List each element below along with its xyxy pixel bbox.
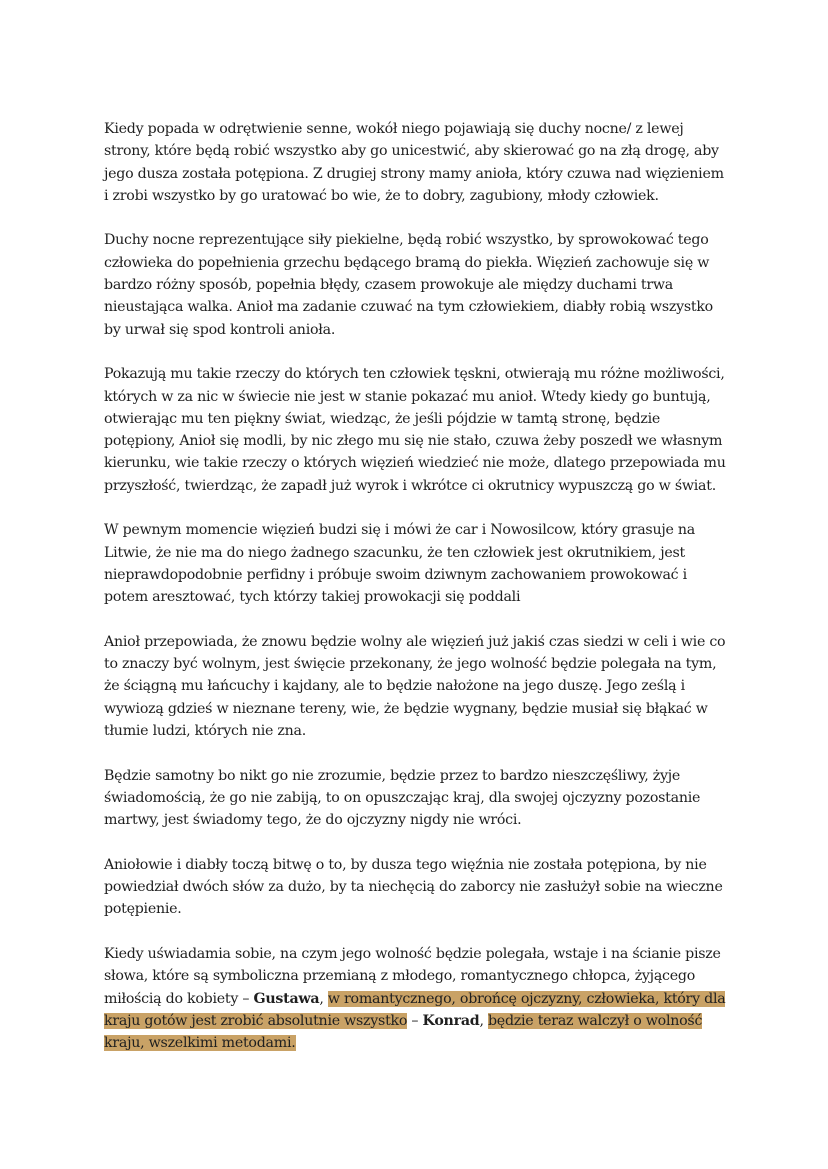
dash-separator: – <box>407 1012 423 1029</box>
paragraph-5: Anioł przepowiada, że znowu będzie wolny ale więzień już jakiś czas siedzi w celi i wie co to znaczy być wolnym, jest święcie przekonany, że jego wolność będzie polegała na tym, że ściągną mu łańcuchy i kajdany, ale to będzie nałożone na jego duszę. Jego ześlą i wywiozą gdzieś w nieznane tereny, wie, że będzie wygnany, będzie musiał się błąkać w tłumie ludzi, których nie zna. <box>104 633 726 740</box>
highlighted-text-1: w romantycznego, obrońcę ojczyzny, człowieka, który dla kraju gotów jest zrobić absolutnie wszystko <box>104 990 726 1029</box>
paragraph-4: W pewnym momencie więzień budzi się i mówi że car i Nowosilcow, który grasuje na Litwie, że nie ma do niego żadnego szacunku, że ten człowiek jest okrutnikiem, jest nieprawdopodobnie perfidny i próbuje swoim dziwnym zachowaniem prowokować i potem aresztować, tych którzy takiej prowokacji się poddali <box>104 522 695 606</box>
paragraph-3: Pokazują mu takie rzeczy do których ten człowiek tęskni, otwierają mu różne możliwości, których w za nic w świecie nie jest w stanie pokazać mu anioł. Wtedy kiedy go buntują, otwierając mu ten piękny świat, wiedząc, że jeśli pójdzie w tamtą stronę, będzie potępiony, Anioł się modli, by nic złego mu się nie stało, czuwa żeby poszedł we własnym kierunku, wie takie rzeczy o których więzień wiedzieć nie może, dlatego przepowiada mu przyszłość, twierdząc, że zapadł już wyrok i wkrótce ci okrutnicy wypuszczą go w świat. <box>104 366 726 494</box>
paragraph-8 <box>104 943 728 1054</box>
paragraph-6: Będzie samotny bo nikt go nie zrozumie, będzie przez to bardzo nieszczęśliwy, żyje świadomością, że go nie zabiją, to on opuszczając kraj, dla swojej ojczyzny pozostanie martwy, jest świadomy tego, że do ojczyzny nigdy nie wróci. <box>104 767 701 829</box>
separator-2: , <box>479 1012 488 1029</box>
paragraph-8-intro: Kiedy uświadamia sobie, na czym jego wolność będzie polegała, wstaje i na ścianie pisze słowa, które są symboliczna przemianą z młodego, romantycznego chłopca, żyjącego miłością do kobiety – <box>104 945 721 1007</box>
paragraph-7: Aniołowie i diabły toczą bitwę o to, by dusza tego więźnia nie została potępiona, by nie powiedział dwóch słów za dużo, by ta niechęcią do zaborcy nie zasłużył sobie na wieczne potępienie. <box>104 856 723 918</box>
paragraph-2: Duchy nocne reprezentujące siły piekielne, będą robić wszystko, by sprowokować tego człowieka do popełnienia grzechu będącego bramą do piekła. Więzień zachowuje się w bardzo różny sposób, popełnia błędy, czasem prowokuje ale między duchami trwa nieustająca walka. Anioł ma zadanie czuwać na tym człowiekiem, diabły robią wszystko by urwał się spod kontroli anioła. <box>104 232 713 338</box>
highlighted-text-2: będzie teraz walczył o wolność kraju, wszelkimi metodami. <box>104 1012 703 1052</box>
separator-1: , <box>319 990 328 1007</box>
paragraph-1: Kiedy popada w odrętwienie senne, wokół niego pojawiają się duchy nocne/ z lewej strony, które będą robić wszystko aby go unicestwić, aby skierować go na złą drogę, aby jego dusza została potępiona. Z drugiej strony mamy anioła, który czuwa nad więzieniem i zrobi wszystko by go uratować bo wie, że to dobry, zagubiony, młody człowiek. <box>104 121 724 204</box>
name-gustaw: Gustawa <box>253 990 320 1007</box>
name-konrad: Konrad <box>422 1012 480 1029</box>
